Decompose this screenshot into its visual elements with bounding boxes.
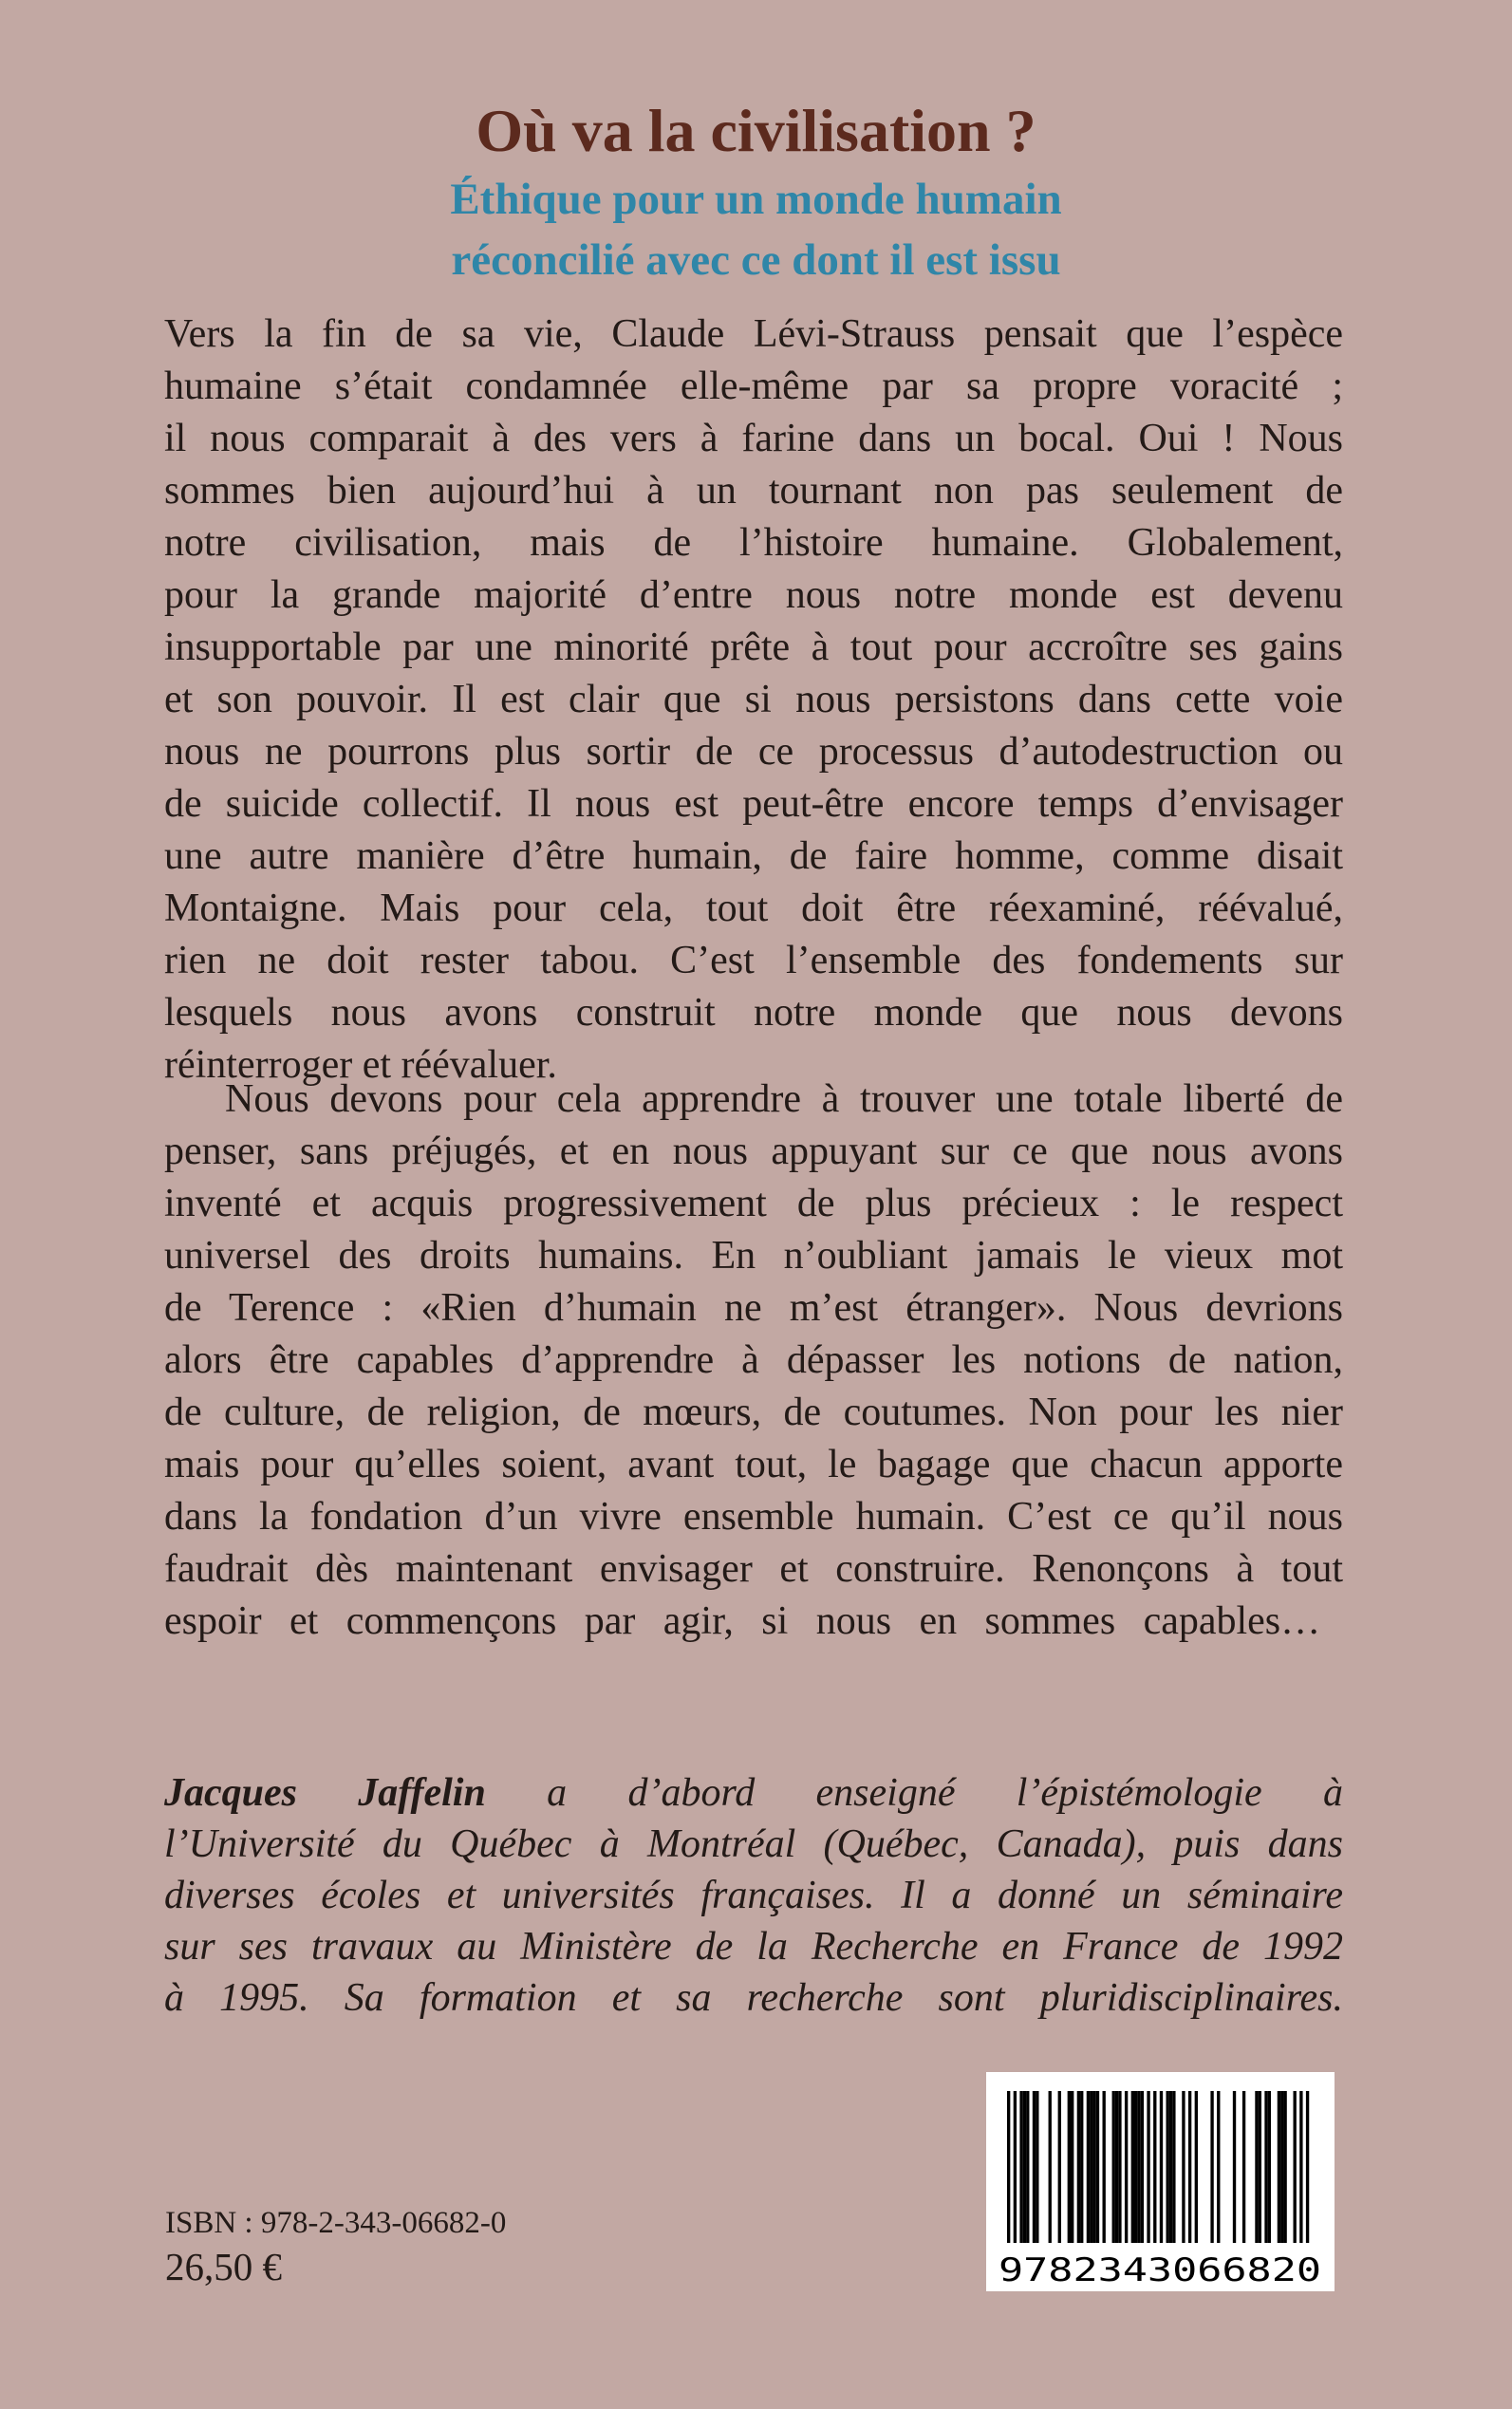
barcode-bar (1112, 2091, 1115, 2243)
barcode-bar (1141, 2091, 1144, 2243)
barcode-bar (1195, 2091, 1198, 2243)
barcode-bar (1026, 2091, 1029, 2243)
text-line: sommes bien aujourd’hui à un tournant non pas seulement de (164, 469, 1343, 513)
text-line: il nous comparait à des vers à farine dans un bocal. Oui ! Nous (164, 417, 1343, 460)
barcode-bar (1210, 2091, 1213, 2243)
barcode-bar (1278, 2091, 1280, 2243)
text-line: notre civilisation, mais de l’histoire humaine. Globalement, (164, 521, 1343, 565)
barcode-bar (1259, 2091, 1261, 2243)
text-line: mais pour qu’elles soient, avant tout, le bagage que chacun apporte (164, 1443, 1343, 1486)
text-line: faudrait dès maintenant envisager et construire. Renonçons à tout (164, 1547, 1343, 1591)
text-line: sur ses travaux au Ministère de la Recherche en France de 1992 (164, 1925, 1343, 1969)
text-line: Vers la fin de sa vie, Claude Lévi-Strauss pensait que l’espèce (164, 312, 1343, 356)
barcode-bar (1115, 2091, 1118, 2243)
text-line: diverses écoles et universités françaises. Il a donné un séminaire (164, 1874, 1343, 1917)
barcode-bar (1049, 2091, 1052, 2243)
barcode-bar (1268, 2091, 1271, 2243)
barcode-bar (1167, 2091, 1169, 2243)
barcode-bar (1087, 2091, 1090, 2243)
bio-text: a d’abord enseigné l’épistémologie à (547, 1771, 1343, 1815)
barcode-digits: 9782343066820 (999, 2251, 1321, 2289)
barcode-bar (1092, 2091, 1095, 2243)
barcode-bar (1125, 2091, 1128, 2243)
barcode-bar (1182, 2091, 1185, 2243)
text-line: de Terence : «Rien d’humain ne m’est étranger». Nous devrions (164, 1286, 1343, 1330)
barcode-bar (1280, 2091, 1283, 2243)
barcode-bar (1023, 2091, 1026, 2243)
text-line: Montaigne. Mais pour cela, tout doit être réexaminé, réévalué, (164, 887, 1343, 930)
subtitle-line: Éthique pour un monde humain (450, 175, 1062, 224)
isbn-value: 978-2-343-06682-0 (260, 2206, 507, 2240)
barcode-bar (1077, 2091, 1080, 2243)
barcode-bar (1306, 2091, 1309, 2243)
text-line: de suicide collectif. Il nous est peut-être encore temps d’envisager (164, 782, 1343, 826)
barcode-bar (1294, 2091, 1297, 2243)
barcode-bar (1147, 2091, 1149, 2243)
barcode-bar (1080, 2091, 1083, 2243)
barcode-bar (1118, 2091, 1121, 2243)
barcode-bar (1217, 2091, 1220, 2243)
barcode-bar (1188, 2091, 1191, 2243)
barcode-bar (1131, 2091, 1134, 2243)
blurb-paragraph-1 (164, 308, 1343, 1092)
book-subtitle (0, 169, 1512, 290)
bio-first-line (164, 1767, 1343, 1819)
text-line: penser, sans préjugés, et en nous appuyant sur ce que nous avons (164, 1130, 1343, 1173)
barcode-bar (1169, 2091, 1172, 2243)
barcode-bar (1036, 2091, 1038, 2243)
barcode-bar (1103, 2091, 1106, 2243)
text-line: de culture, de religion, de mœurs, de coutumes. Non pour les nier (164, 1391, 1343, 1434)
author-name: Jacques Jaffelin (164, 1771, 486, 1815)
isbn-label: ISBN : (165, 2206, 253, 2240)
text-line: espoir et commençons par agir, si nous en sommes capables… (164, 1599, 1321, 1643)
barcode-bar (1242, 2091, 1245, 2243)
text-line: à 1995. Sa formation et sa recherche sont pluridisciplinaires. (164, 1976, 1343, 2020)
book-title: Où va la civilisation ? (476, 97, 1036, 164)
text-line: une autre manière d’être humain, de faire homme, comme disait (164, 834, 1343, 878)
isbn (165, 2204, 506, 2242)
price: 26,50 € (165, 2245, 282, 2288)
barcode-graphic (986, 2072, 1335, 2291)
author-bio (164, 1767, 1343, 2024)
barcode-bar (1019, 2091, 1022, 2243)
barcode-bar (1068, 2091, 1071, 2243)
text-line: universel des droits humains. En n’oubliant jamais le vieux mot (164, 1234, 1343, 1278)
barcode-bar (1134, 2091, 1137, 2243)
barcode-bar (1160, 2091, 1163, 2243)
text-line: réinterroger et réévaluer. (164, 1043, 557, 1087)
barcode-bar (1255, 2091, 1258, 2243)
text-line: humaine s’était condamnée elle-même par sa propre voracité ; (164, 364, 1343, 408)
text-line: inventé et acquis progressivement de plus précieux : le respect (164, 1182, 1343, 1225)
barcode-bar (1058, 2091, 1061, 2243)
text-line: et son pouvoir. Il est clair que si nous persistons dans cette voie (164, 678, 1343, 721)
barcode-bar (1172, 2091, 1175, 2243)
text-line: l’Université du Québec à Montréal (Québec, Canada), puis dans (164, 1822, 1343, 1866)
barcode-bar (1264, 2091, 1267, 2243)
barcode-bar (1283, 2091, 1286, 2243)
text-line: rien ne doit rester tabou. C’est l’ensemble des fondements sur (164, 939, 1343, 982)
barcode-bar (1233, 2091, 1236, 2243)
barcode (986, 2072, 1335, 2291)
barcode-bar (1007, 2091, 1010, 2243)
barcode-bars (1007, 2091, 1309, 2243)
text-line: pour la grande majorité d’entre nous notre monde est devenu (164, 573, 1343, 617)
barcode-bar (1090, 2091, 1092, 2243)
text-line: dans la fondation d’un vivre ensemble humain. C’est ce qu’il nous (164, 1495, 1343, 1539)
subtitle-line: réconcilié avec ce dont il est issu (451, 235, 1061, 285)
blurb-paragraph-2 (164, 1074, 1343, 1648)
barcode-bar (1014, 2091, 1017, 2243)
barcode-bar (1299, 2091, 1302, 2243)
text-line: nous ne pourrons plus sortir de ce processus d’autodestruction ou (164, 730, 1343, 774)
barcode-bar (1071, 2091, 1073, 2243)
barcode-bar (1153, 2091, 1156, 2243)
text-line: insupportable par une minorité prête à tout pour accroître ses gains (164, 626, 1343, 669)
barcode-bar (1137, 2091, 1140, 2243)
barcode-bar (1033, 2091, 1036, 2243)
text-line: alors être capables d’apprendre à dépasser les notions de nation, (164, 1338, 1343, 1382)
barcode-bar (1096, 2091, 1099, 2243)
text-line: Nous devons pour cela apprendre à trouver une totale liberté de (225, 1077, 1343, 1121)
text-line: lesquels nous avons construit notre monde que nous devons (164, 991, 1343, 1035)
